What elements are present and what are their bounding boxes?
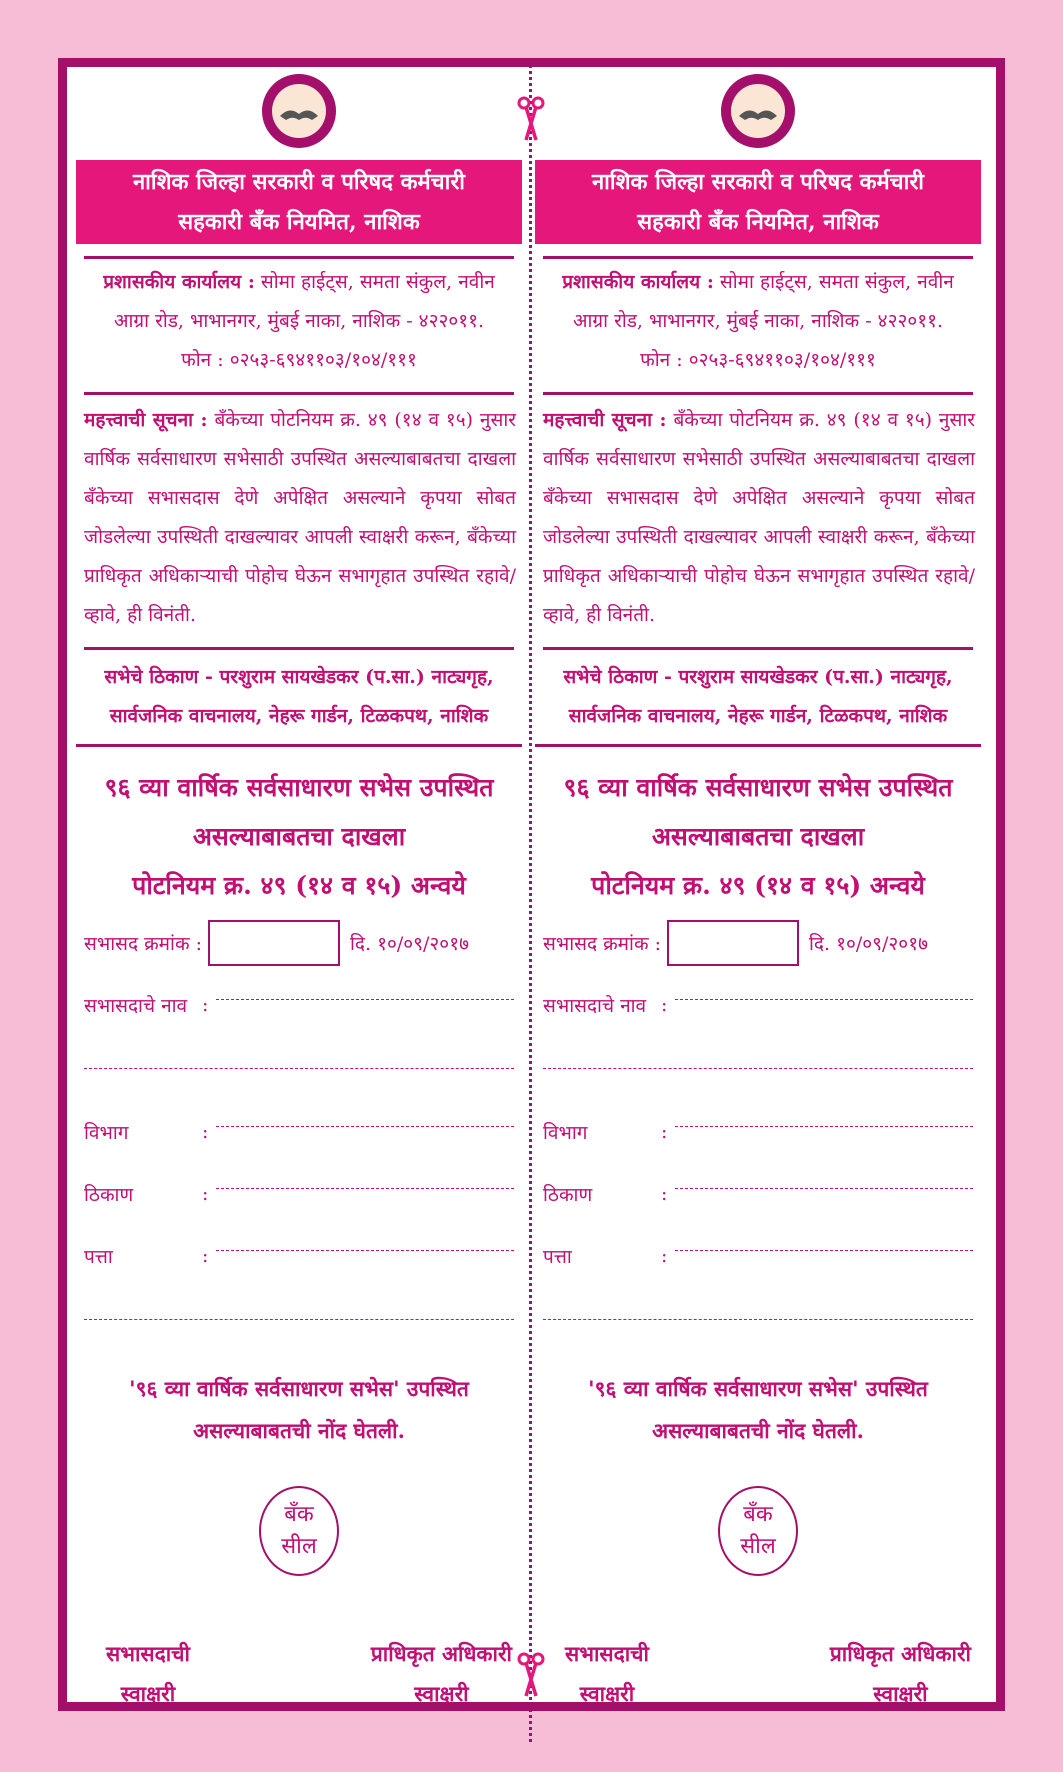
signature-row <box>535 1634 981 1714</box>
signature-row <box>76 1634 522 1714</box>
address-label: पत्ता <box>543 1246 572 1268</box>
office-address <box>76 259 522 380</box>
office-phone: फोन : ०२५३-६९४११०३/१०४/१११ <box>640 349 876 371</box>
bank-logo-icon <box>719 72 797 150</box>
member-name-row: सभासदाचे नाव : <box>76 980 522 1030</box>
officer-signature: प्राधिकृत अधिकारी स्वाक्षरी <box>829 1641 971 1706</box>
bank-name-line1: नाशिक जिल्हा सरकारी व परिषद कर्मचारी <box>591 169 925 195</box>
venue-line1: सभेचे ठिकाण - परशुराम सायखेडकर (प.सा.) नाट्यगृह, <box>563 666 953 688</box>
department-row: विभाग : <box>535 1107 981 1157</box>
address-input[interactable] <box>675 1250 973 1251</box>
bank-seal-stamp <box>718 1486 798 1576</box>
location-input[interactable] <box>675 1188 973 1189</box>
officer-signature: प्राधिकृत अधिकारी स्वाक्षरी <box>370 1641 512 1706</box>
department-label: विभाग <box>543 1122 588 1144</box>
address-row: पत्ता : <box>76 1231 522 1281</box>
member-name-input[interactable] <box>216 999 514 1000</box>
location-label: ठिकाण <box>543 1184 593 1206</box>
certificate-heading <box>76 747 522 910</box>
notice-text: बँकेच्या पोटनियम क्र. ४९ (१४ व १५) नुसार वार्षिक सर्वसाधारण सभेसाठी उपस्थित असल्याबाबतचा दाखला बँकेच्या सभासदास देणे अपेक्षित असल्याने कृपया सोबत जोडलेल्या उपस्थिती दाखल्यावर आपली स्वाक्षरी करून, बँकेच्या प्राधिकृत अधिकाऱ्याची पोहोच घेऊन सभागृहात उपस्थित रहावे/व्हावे, ही विनंती. <box>543 409 976 626</box>
bank-name-line2: सहकारी बँक नियमित, नाशिक <box>178 209 420 235</box>
member-signature: सभासदाची स्वाक्षरी <box>106 1641 190 1706</box>
seal-line2: सील <box>281 1534 317 1559</box>
note-line1: '९६ व्या वार्षिक सर्वसाधारण सभेस' उपस्थित <box>588 1376 928 1401</box>
notice-label: महत्त्वाची सूचना : <box>84 409 208 431</box>
department-input[interactable] <box>675 1126 973 1127</box>
meeting-venue <box>76 650 522 740</box>
office-label: प्रशासकीय कार्यालय : <box>562 271 714 293</box>
location-label: ठिकाण <box>84 1184 134 1206</box>
address-label: पत्ता <box>84 1246 113 1268</box>
heading-line2: असल्याबाबतचा दाखला <box>651 822 865 851</box>
heading-line3: पोटनियम क्र. ४९ (१४ व १५) अन्वये <box>132 871 466 900</box>
address-input[interactable] <box>216 1250 514 1251</box>
note-line2: असल्याबाबतची नोंद घेतली. <box>193 1418 405 1443</box>
member-number-row <box>76 918 522 968</box>
meeting-date: दि. १०/०९/२०१७ <box>809 933 928 955</box>
member-name-input[interactable] <box>675 999 973 1000</box>
bank-seal-stamp <box>259 1486 339 1576</box>
coupon-left <box>76 66 522 1714</box>
bank-name-line1: नाशिक जिल्हा सरकारी व परिषद कर्मचारी <box>132 169 466 195</box>
bank-logo-icon <box>260 72 338 150</box>
location-row: ठिकाण : <box>76 1169 522 1219</box>
heading-line3: पोटनियम क्र. ४९ (१४ व १५) अन्वये <box>591 871 925 900</box>
notice-label: महत्त्वाची सूचना : <box>543 409 667 431</box>
cut-line <box>529 60 532 1742</box>
bank-name-banner <box>535 160 981 244</box>
address-row: पत्ता : <box>535 1231 981 1281</box>
member-name-row: सभासदाचे नाव : <box>535 980 981 1030</box>
bank-name-banner <box>76 160 522 244</box>
venue-line1: सभेचे ठिकाण - परशुराम सायखेडकर (प.सा.) नाट्यगृह, <box>104 666 494 688</box>
notice-text: बँकेच्या पोटनियम क्र. ४९ (१४ व १५) नुसार वार्षिक सर्वसाधारण सभेसाठी उपस्थित असल्याबाबतचा दाखला बँकेच्या सभासदास देणे अपेक्षित असल्याने कृपया सोबत जोडलेल्या उपस्थिती दाखल्यावर आपली स्वाक्षरी करून, बँकेच्या प्राधिकृत अधिकाऱ्याची पोहोच घेऊन सभागृहात उपस्थित रहावे/व्हावे, ही विनंती. <box>84 409 517 626</box>
coupon-right <box>535 66 981 1714</box>
attendance-note <box>76 1368 522 1452</box>
member-number-input[interactable] <box>208 920 340 966</box>
member-name-label: सभासदाचे नाव <box>84 995 188 1017</box>
location-row: ठिकाण : <box>535 1169 981 1219</box>
seal-line1: बँक <box>743 1502 773 1527</box>
department-label: विभाग <box>84 1122 129 1144</box>
certificate-heading <box>535 747 981 910</box>
member-number-label: सभासद क्रमांक : <box>84 933 203 955</box>
note-line2: असल्याबाबतची नोंद घेतली. <box>652 1418 864 1443</box>
member-number-row <box>535 918 981 968</box>
bank-name-line2: सहकारी बँक नियमित, नाशिक <box>637 209 879 235</box>
heading-line1: ९६ व्या वार्षिक सर्वसाधारण सभेस उपस्थित <box>104 773 494 802</box>
member-signature: सभासदाची स्वाक्षरी <box>565 1641 649 1706</box>
member-name-label: सभासदाचे नाव <box>543 995 647 1017</box>
office-label: प्रशासकीय कार्यालय : <box>103 271 255 293</box>
office-address-text: सोमा हाईट्स, समता संकुल, नवीन आग्रा रोड, भाभानगर, मुंबई नाका, नाशिक - ४२२०११. <box>572 271 954 332</box>
heading-line1: ९६ व्या वार्षिक सर्वसाधारण सभेस उपस्थित <box>563 773 953 802</box>
meeting-venue <box>535 650 981 740</box>
office-address <box>535 259 981 380</box>
venue-line2: सार्वजनिक वाचनालय, नेहरू गार्डन, टिळकपथ, नाशिक <box>109 705 489 727</box>
seal-line1: बँक <box>284 1502 314 1527</box>
important-notice <box>535 395 981 635</box>
attendance-note <box>535 1368 981 1452</box>
member-number-label: सभासद क्रमांक : <box>543 933 662 955</box>
meeting-date: दि. १०/०९/२०१७ <box>350 933 469 955</box>
department-row: विभाग : <box>76 1107 522 1157</box>
seal-line2: सील <box>740 1534 776 1559</box>
member-number-input[interactable] <box>667 920 799 966</box>
important-notice <box>76 395 522 635</box>
department-input[interactable] <box>216 1126 514 1127</box>
office-address-text: सोमा हाईट्स, समता संकुल, नवीन आग्रा रोड, भाभानगर, मुंबई नाका, नाशिक - ४२२०११. <box>113 271 495 332</box>
heading-line2: असल्याबाबतचा दाखला <box>192 822 406 851</box>
office-phone: फोन : ०२५३-६९४११०३/१०४/१११ <box>181 349 417 371</box>
venue-line2: सार्वजनिक वाचनालय, नेहरू गार्डन, टिळकपथ, नाशिक <box>568 705 948 727</box>
location-input[interactable] <box>216 1188 514 1189</box>
note-line1: '९६ व्या वार्षिक सर्वसाधारण सभेस' उपस्थित <box>129 1376 469 1401</box>
